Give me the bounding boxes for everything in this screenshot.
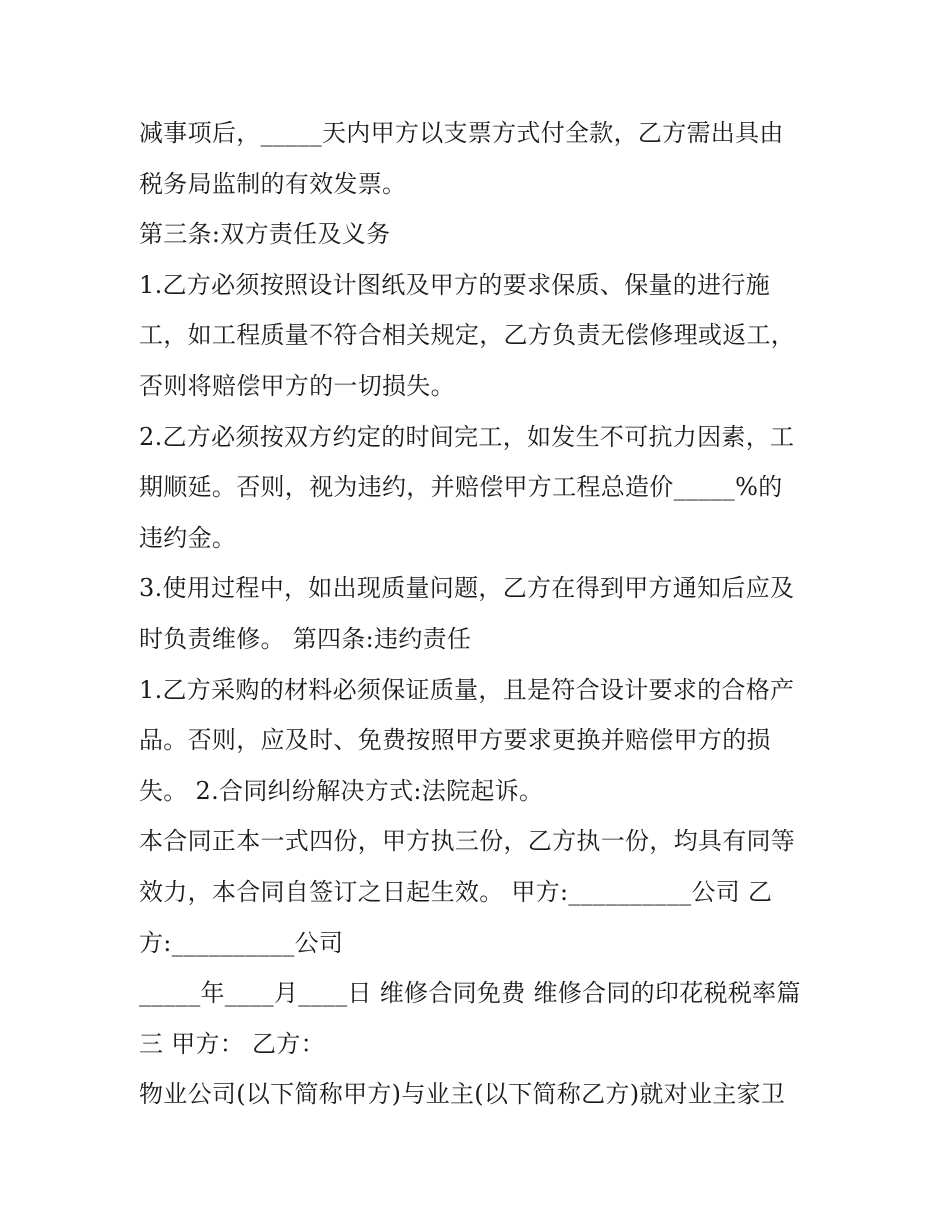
text-line: 期顺延。否则，视为违约，并赔偿甲方工程总造价_____%的	[139, 473, 783, 502]
text-line: 减事项后，_____天内甲方以支票方式付全款，乙方需出具由	[139, 119, 784, 147]
text-line: _____年____月____日 维修合同免费 维修合同的印花税税率篇	[139, 979, 801, 1008]
text-line: 2.乙方必须按双方约定的时间完工，如发生不可抗力因素，工	[139, 422, 795, 451]
text-line: 时负责维修。 第四条:违约责任	[139, 624, 472, 653]
text-line: 1.乙方采购的材料必须保证质量，且是符合设计要求的合格产	[139, 675, 795, 704]
text-line: 3.使用过程中，如出现质量问题，乙方在得到甲方通知后应及	[139, 574, 795, 603]
text-line: 工，如工程质量不符合相关规定，乙方负责无偿修理或返工，	[139, 321, 796, 350]
text-line: 1.乙方必须按照设计图纸及甲方的要求保质、保量的进行施	[139, 270, 770, 299]
text-line: 违约金。	[139, 523, 237, 552]
text-line: 否则将赔偿甲方的一切损失。	[139, 371, 455, 400]
text-line: 效力，本合同自签订之日起生效。 甲方:__________公司 乙	[139, 877, 773, 906]
document-body	[139, 108, 819, 1120]
text-line: 品。否则，应及时、免费按照甲方要求更换并赔偿甲方的损	[139, 726, 771, 755]
text-line: 税务局监制的有效发票。	[139, 169, 407, 198]
text-line: 物业公司(以下简称甲方)与业主(以下简称乙方)就对业主家卫	[139, 1080, 786, 1109]
text-line: 三 甲方： 乙方：	[139, 1029, 325, 1058]
text-line: 方:__________公司	[139, 928, 344, 957]
text-line: 失。 2.合同纠纷解决方式:法院起诉。	[139, 776, 544, 805]
text-line: 本合同正本一式四份，甲方执三份，乙方执一份，均具有同等	[139, 827, 796, 856]
section-heading: 第三条:双方责任及义务	[139, 220, 391, 249]
